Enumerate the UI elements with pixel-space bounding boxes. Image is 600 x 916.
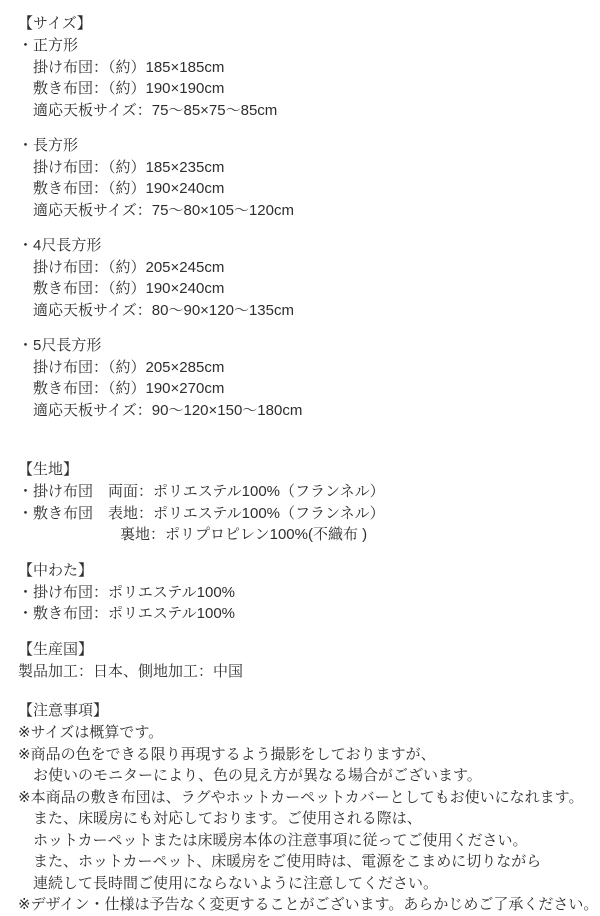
filling-kake-line: ・掛け布団：ポリエステル100%: [18, 583, 236, 601]
kake-futon-size: 掛け布団：（約）185×235cm: [33, 158, 225, 176]
notes-heading: 【注意事項】: [18, 702, 109, 719]
note-line-continuation: ホットカーペットまたは床暖房本体の注意事項に従ってご使用ください。: [33, 831, 528, 849]
size-variant-4shaku: [18, 235, 596, 321]
kake-futon-size: 掛け布団：（約）185×185cm: [33, 58, 225, 76]
section-filling: [18, 560, 596, 625]
size-variant-title: ・4尺長方形: [18, 237, 102, 254]
size-variant-5shaku: [18, 335, 596, 421]
section-origin: [18, 639, 596, 683]
size-heading: 【サイズ】: [18, 15, 92, 32]
note-line: ※デザイン・仕様は予告なく変更することがございます。あらかじめご了承ください。: [18, 896, 599, 913]
tabletop-size: 適応天板サイズ：75～85×75～85cm: [33, 101, 278, 119]
note-line-continuation: また、ホットカーペット、床暖房をご使用時は、電源をこまめに切りながら: [33, 853, 542, 870]
filling-heading: 【中わた】: [18, 561, 94, 579]
shiki-futon-size: 敷き布団：（約）190×190cm: [33, 80, 225, 97]
tabletop-size: 適応天板サイズ：80～90×120～135cm: [33, 301, 294, 319]
shiki-futon-size: 敷き布団：（約）190×240cm: [33, 180, 225, 197]
note-line-continuation: また、床暖房にも対応しております。ご使用される際は、: [33, 810, 422, 827]
note-line-continuation: 連続して長時間ご使用にならないように注意してください。: [33, 874, 439, 892]
tabletop-size: 適応天板サイズ：75～80×105～120cm: [33, 201, 294, 219]
shiki-futon-size: 敷き布団：（約）190×270cm: [33, 380, 225, 397]
tabletop-size: 適応天板サイズ：90～120×150～180cm: [33, 401, 303, 419]
product-spec-document: [18, 13, 599, 916]
note-line-continuation: お使いのモニターにより、色の見え方が異なる場合がございます。: [33, 767, 482, 784]
origin-line: 製品加工：日本、側地加工：中国: [18, 662, 244, 680]
fabric-kake-line: ・掛け布団 両面：ポリエステル100%（フランネル）: [18, 483, 385, 500]
origin-heading: 【生産国】: [18, 640, 94, 658]
size-variant-square: [18, 35, 596, 121]
note-line: ※サイズは概算です。: [18, 724, 164, 741]
size-variant-title: ・正方形: [18, 37, 79, 54]
kake-futon-size: 掛け布団：（約）205×245cm: [33, 258, 225, 276]
shiki-futon-size: 敷き布団：（約）190×240cm: [33, 280, 225, 297]
size-variant-rectangle: [18, 135, 596, 221]
size-variant-title: ・5尺長方形: [18, 337, 102, 354]
fabric-shiki-back-line: 裏地：ポリプロピレン100%(不織布 ): [120, 526, 368, 543]
fabric-shiki-front-line: ・敷き布団 表地：ポリエステル100%（フランネル）: [18, 504, 385, 522]
filling-shiki-line: ・敷き布団：ポリエステル100%: [18, 605, 236, 622]
kake-futon-size: 掛け布団：（約）205×285cm: [33, 358, 225, 376]
fabric-heading: 【生地】: [18, 461, 79, 478]
note-line: ※商品の色をできる限り再現するよう撮影をしておりますが、: [18, 745, 436, 763]
section-fabric: [18, 459, 596, 546]
note-line: ※本商品の敷き布団は、ラグやホットカーペットカバーとしてもお使いになれます。: [18, 788, 584, 806]
size-variant-title: ・長方形: [18, 137, 79, 154]
section-size: [18, 13, 596, 421]
section-notes: [18, 700, 599, 916]
